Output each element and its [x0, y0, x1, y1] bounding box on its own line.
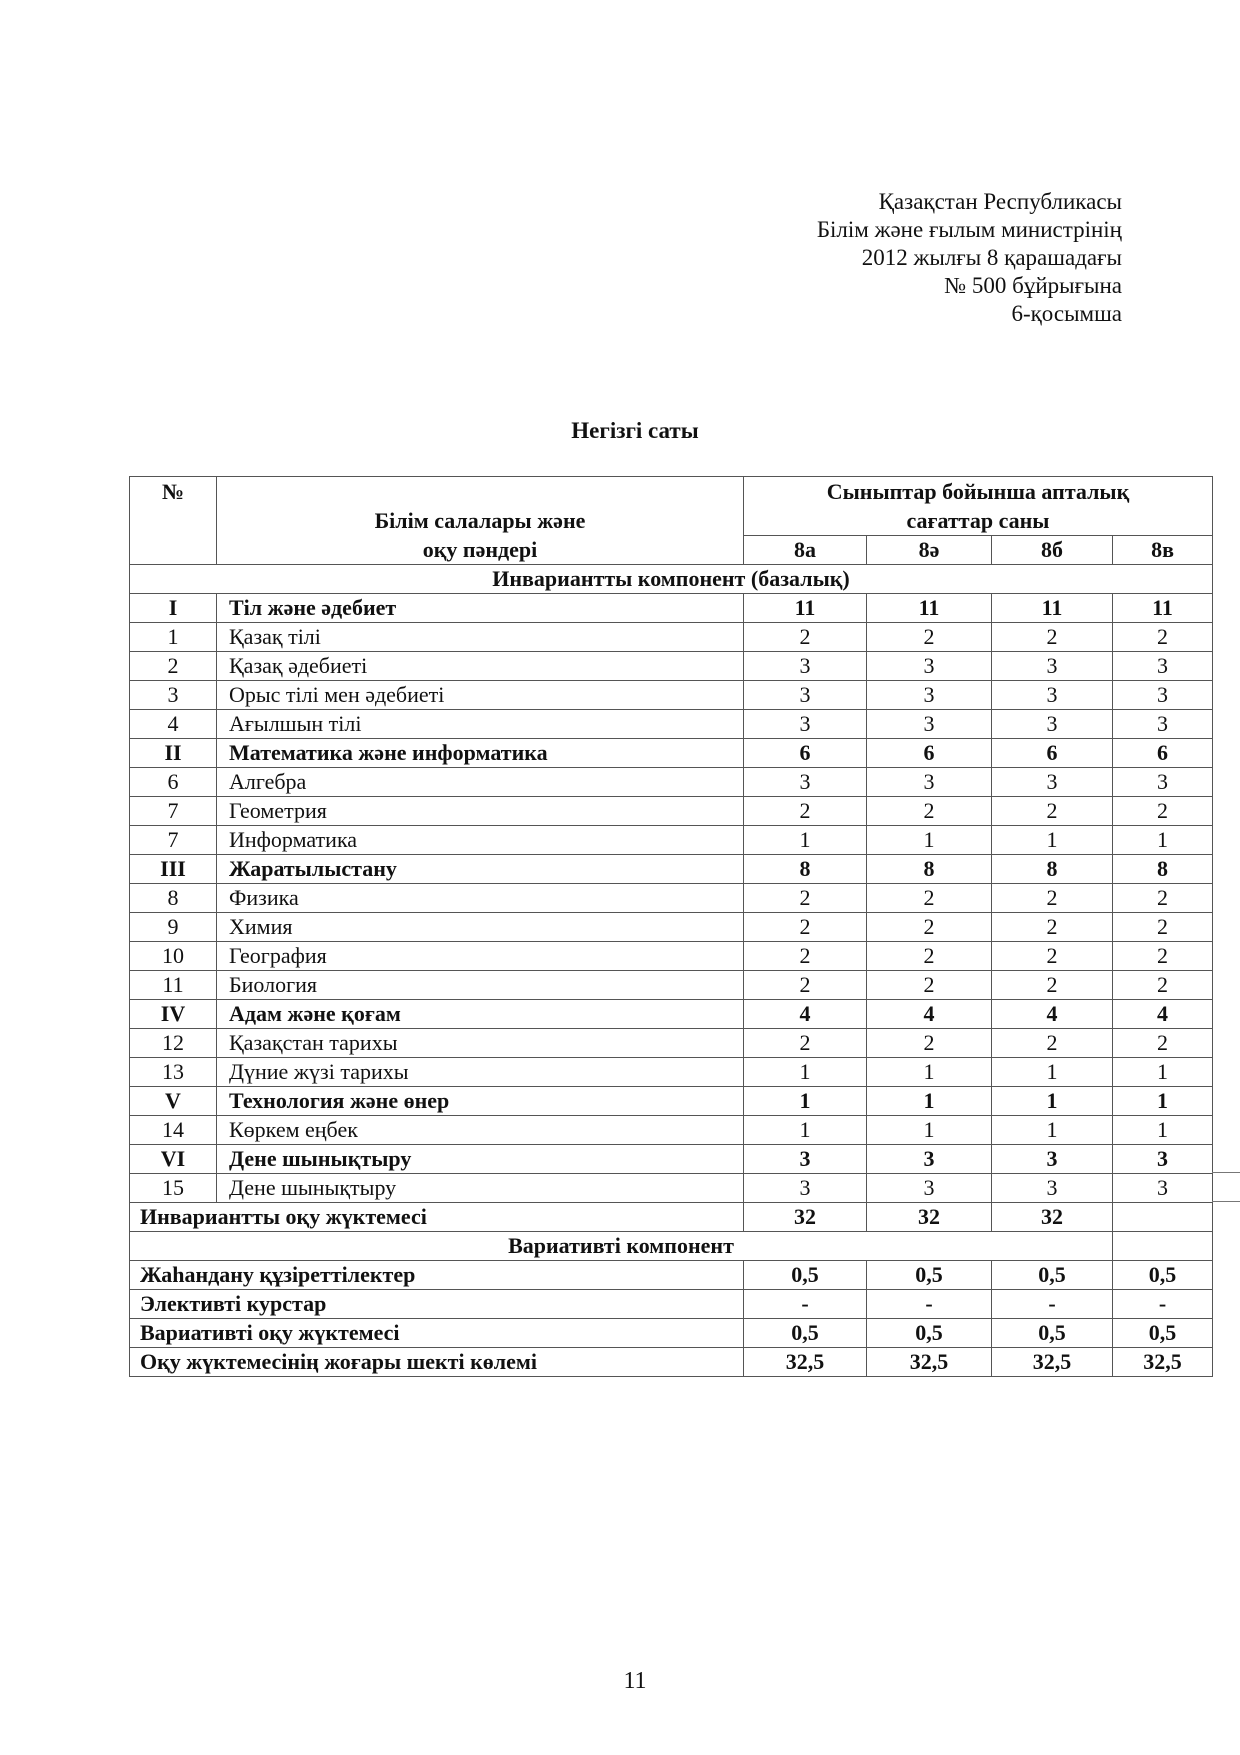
variative-row-value: 0,5 — [992, 1319, 1113, 1348]
class-header: 8б — [992, 536, 1113, 565]
row-number: VI — [130, 1145, 217, 1174]
variative-row-value: 32,5 — [744, 1348, 867, 1377]
row-hours: 1 — [744, 826, 867, 855]
row-hours: 2 — [992, 623, 1113, 652]
variative-row-label: Оқу жүктемесінің жоғары шекті көлемі — [130, 1348, 744, 1377]
row-hours: 2 — [867, 623, 992, 652]
header-hours-line2: сағаттар саны — [906, 508, 1050, 533]
subject-area-row — [130, 1000, 1213, 1029]
page-number: 11 — [623, 1668, 647, 1694]
row-hours: 2 — [744, 942, 867, 971]
row-hours: 1 — [992, 1087, 1113, 1116]
variative-row-value: 0,5 — [1113, 1261, 1213, 1290]
variative-row-label: Элективті курстар — [130, 1290, 744, 1319]
row-hours: 2 — [867, 971, 992, 1000]
header-subject-line1: Білім салалары және — [374, 508, 586, 533]
row-hours: 3 — [992, 710, 1113, 739]
table-rule-extension — [1212, 1201, 1240, 1202]
invariant-total-value — [1113, 1203, 1213, 1232]
row-hours: 2 — [744, 913, 867, 942]
row-number: IV — [130, 1000, 217, 1029]
subject-row — [130, 623, 1213, 652]
row-hours: 2 — [992, 942, 1113, 971]
row-hours: 6 — [992, 739, 1113, 768]
row-hours: 3 — [992, 652, 1113, 681]
row-hours: 1 — [1113, 1116, 1213, 1145]
row-number: 6 — [130, 768, 217, 797]
row-number: 9 — [130, 913, 217, 942]
table-rule-extension — [1212, 1172, 1240, 1173]
row-hours: 3 — [867, 768, 992, 797]
annex-line: 2012 жылғы 8 қарашадағы — [861, 245, 1122, 270]
row-number: 11 — [130, 971, 217, 1000]
row-hours: 3 — [744, 681, 867, 710]
row-hours: 2 — [1113, 1029, 1213, 1058]
row-hours: 4 — [992, 1000, 1113, 1029]
variative-row-value: 0,5 — [1113, 1319, 1213, 1348]
row-number: 12 — [130, 1029, 217, 1058]
header-weekly-hours — [744, 477, 1213, 536]
invariant-total-value: 32 — [867, 1203, 992, 1232]
annex-line: № 500 бұйрығына — [944, 273, 1122, 298]
row-number: V — [130, 1087, 217, 1116]
row-number: 15 — [130, 1174, 217, 1203]
subject-area-row — [130, 1145, 1213, 1174]
row-hours: 3 — [867, 1145, 992, 1174]
subject-row — [130, 797, 1213, 826]
variative-row-value: 32,5 — [992, 1348, 1113, 1377]
row-hours: 4 — [867, 1000, 992, 1029]
row-hours: 3 — [1113, 1174, 1213, 1203]
row-subject: Көркем еңбек — [217, 1116, 744, 1145]
row-number: 8 — [130, 884, 217, 913]
row-subject: Орыс тілі мен әдебиеті — [217, 681, 744, 710]
row-hours: 6 — [744, 739, 867, 768]
variative-row-value: 0,5 — [992, 1261, 1113, 1290]
row-hours: 3 — [1113, 681, 1213, 710]
variative-row-value: 32,5 — [867, 1348, 992, 1377]
row-hours: 3 — [992, 681, 1113, 710]
variative-row — [130, 1348, 1213, 1377]
row-hours: 2 — [744, 971, 867, 1000]
row-hours: 3 — [992, 768, 1113, 797]
variative-row-value: 0,5 — [744, 1319, 867, 1348]
variative-row — [130, 1261, 1213, 1290]
row-hours: 3 — [1113, 768, 1213, 797]
row-subject: География — [217, 942, 744, 971]
variative-row — [130, 1319, 1213, 1348]
subject-row — [130, 826, 1213, 855]
variative-row-value: - — [744, 1290, 867, 1319]
row-hours: 2 — [992, 797, 1113, 826]
row-hours: 2 — [992, 971, 1113, 1000]
row-hours: 1 — [1113, 1087, 1213, 1116]
row-hours: 1 — [744, 1087, 867, 1116]
row-hours: 1 — [1113, 1058, 1213, 1087]
variative-row — [130, 1290, 1213, 1319]
row-hours: 3 — [744, 652, 867, 681]
row-hours: 1 — [744, 1116, 867, 1145]
row-hours: 3 — [867, 1174, 992, 1203]
row-hours: 11 — [867, 594, 992, 623]
row-hours: 2 — [1113, 797, 1213, 826]
row-number: 3 — [130, 681, 217, 710]
subject-area-row — [130, 739, 1213, 768]
subject-area-row — [130, 1087, 1213, 1116]
row-number: 13 — [130, 1058, 217, 1087]
row-hours: 8 — [867, 855, 992, 884]
row-subject: Математика және информатика — [217, 739, 744, 768]
row-number: III — [130, 855, 217, 884]
row-subject: Қазақ тілі — [217, 623, 744, 652]
row-hours: 2 — [867, 942, 992, 971]
row-hours: 3 — [867, 710, 992, 739]
row-hours: 3 — [992, 1145, 1113, 1174]
subject-row — [130, 913, 1213, 942]
row-number: I — [130, 594, 217, 623]
row-hours: 2 — [1113, 623, 1213, 652]
invariant-total-label: Инвариантты оқу жүктемесі — [130, 1203, 744, 1232]
row-hours: 3 — [1113, 652, 1213, 681]
row-subject: Жаратылыстану — [217, 855, 744, 884]
subject-row — [130, 1116, 1213, 1145]
row-number: 7 — [130, 826, 217, 855]
row-subject: Химия — [217, 913, 744, 942]
row-hours: 8 — [992, 855, 1113, 884]
curriculum-table — [129, 476, 1213, 1377]
row-subject: Физика — [217, 884, 744, 913]
row-hours: 6 — [867, 739, 992, 768]
row-hours: 3 — [867, 652, 992, 681]
variative-row-value: 32,5 — [1113, 1348, 1213, 1377]
row-number: 14 — [130, 1116, 217, 1145]
variative-row-value: - — [992, 1290, 1113, 1319]
annex-line: Қазақстан Республикасы — [878, 189, 1122, 214]
invariant-total-value: 32 — [992, 1203, 1113, 1232]
row-subject: Геометрия — [217, 797, 744, 826]
annex-reference — [817, 188, 1122, 328]
variative-row-value: - — [1113, 1290, 1213, 1319]
row-hours: 3 — [1113, 710, 1213, 739]
row-number: 4 — [130, 710, 217, 739]
subject-row — [130, 1058, 1213, 1087]
row-hours: 2 — [744, 623, 867, 652]
invariant-section-row — [130, 565, 1213, 594]
row-hours: 11 — [744, 594, 867, 623]
empty-cell — [1113, 1232, 1213, 1261]
row-hours: 6 — [1113, 739, 1213, 768]
row-subject: Адам және қоғам — [217, 1000, 744, 1029]
row-hours: 1 — [867, 826, 992, 855]
row-hours: 2 — [867, 913, 992, 942]
row-hours: 1 — [992, 1116, 1113, 1145]
row-hours: 1 — [992, 1058, 1113, 1087]
subject-row — [130, 710, 1213, 739]
document-title: Негізгі саты — [571, 418, 699, 443]
row-hours: 2 — [744, 884, 867, 913]
invariant-total-row — [130, 1203, 1213, 1232]
row-hours: 2 — [744, 1029, 867, 1058]
row-number: 1 — [130, 623, 217, 652]
row-hours: 1 — [744, 1058, 867, 1087]
row-subject: Дене шынықтыру — [217, 1174, 744, 1203]
header-hours-line1: Сыныптар бойынша апталық — [826, 479, 1130, 504]
row-hours: 11 — [1113, 594, 1213, 623]
row-subject: Қазақ әдебиеті — [217, 652, 744, 681]
subject-area-row — [130, 594, 1213, 623]
variative-row-label: Жаһандану құзіреттілектер — [130, 1261, 744, 1290]
header-subject — [217, 477, 744, 565]
row-hours: 2 — [1113, 884, 1213, 913]
variative-row-label: Вариативті оқу жүктемесі — [130, 1319, 744, 1348]
row-hours: 2 — [867, 797, 992, 826]
row-hours: 1 — [1113, 826, 1213, 855]
row-hours: 2 — [992, 1029, 1113, 1058]
row-hours: 8 — [744, 855, 867, 884]
row-hours: 4 — [1113, 1000, 1213, 1029]
annex-line: Білім және ғылым министрінің — [816, 217, 1122, 242]
class-header: 8а — [744, 536, 867, 565]
row-number: II — [130, 739, 217, 768]
row-subject: Технология және өнер — [217, 1087, 744, 1116]
row-hours: 4 — [744, 1000, 867, 1029]
row-subject: Қазақстан тарихы — [217, 1029, 744, 1058]
row-subject: Тіл және әдебиет — [217, 594, 744, 623]
row-hours: 8 — [1113, 855, 1213, 884]
row-hours: 3 — [744, 1174, 867, 1203]
header-number: № — [130, 477, 217, 565]
row-hours: 2 — [867, 884, 992, 913]
row-hours: 1 — [867, 1116, 992, 1145]
row-hours: 11 — [992, 594, 1113, 623]
header-subject-line2: оқу пәндері — [422, 537, 538, 562]
row-subject: Информатика — [217, 826, 744, 855]
row-hours: 3 — [1113, 1145, 1213, 1174]
row-hours: 3 — [744, 710, 867, 739]
variative-row-value: 0,5 — [867, 1261, 992, 1290]
invariant-total-value: 32 — [744, 1203, 867, 1232]
row-hours: 2 — [1113, 942, 1213, 971]
row-subject: Дене шынықтыру — [217, 1145, 744, 1174]
row-hours: 1 — [867, 1087, 992, 1116]
row-subject: Биология — [217, 971, 744, 1000]
row-subject: Алгебра — [217, 768, 744, 797]
row-hours: 3 — [992, 1174, 1113, 1203]
row-hours: 2 — [1113, 913, 1213, 942]
row-subject: Ағылшын тілі — [217, 710, 744, 739]
subject-row — [130, 768, 1213, 797]
row-subject: Дүние жүзі тарихы — [217, 1058, 744, 1087]
subject-row — [130, 1029, 1213, 1058]
variative-section-title: Вариативті компонент — [130, 1232, 1113, 1261]
class-header: 8ә — [867, 536, 992, 565]
subject-row — [130, 942, 1213, 971]
row-hours: 1 — [867, 1058, 992, 1087]
subject-row — [130, 1174, 1213, 1203]
subject-row — [130, 681, 1213, 710]
row-hours: 2 — [1113, 971, 1213, 1000]
subject-row — [130, 971, 1213, 1000]
row-hours: 2 — [992, 884, 1113, 913]
row-hours: 2 — [992, 913, 1113, 942]
subject-area-row — [130, 855, 1213, 884]
variative-row-value: - — [867, 1290, 992, 1319]
variative-row-value: 0,5 — [867, 1319, 992, 1348]
invariant-section-title: Инвариантты компонент (базалық) — [130, 565, 1213, 594]
class-header: 8в — [1113, 536, 1213, 565]
variative-section-row — [130, 1232, 1213, 1261]
row-hours: 2 — [867, 1029, 992, 1058]
row-hours: 3 — [867, 681, 992, 710]
row-hours: 3 — [744, 1145, 867, 1174]
subject-row — [130, 884, 1213, 913]
row-hours: 1 — [992, 826, 1113, 855]
row-number: 2 — [130, 652, 217, 681]
subject-row — [130, 652, 1213, 681]
row-number: 7 — [130, 797, 217, 826]
annex-line: 6-қосымша — [1011, 301, 1122, 326]
variative-row-value: 0,5 — [744, 1261, 867, 1290]
row-hours: 3 — [744, 768, 867, 797]
row-number: 10 — [130, 942, 217, 971]
row-hours: 2 — [744, 797, 867, 826]
